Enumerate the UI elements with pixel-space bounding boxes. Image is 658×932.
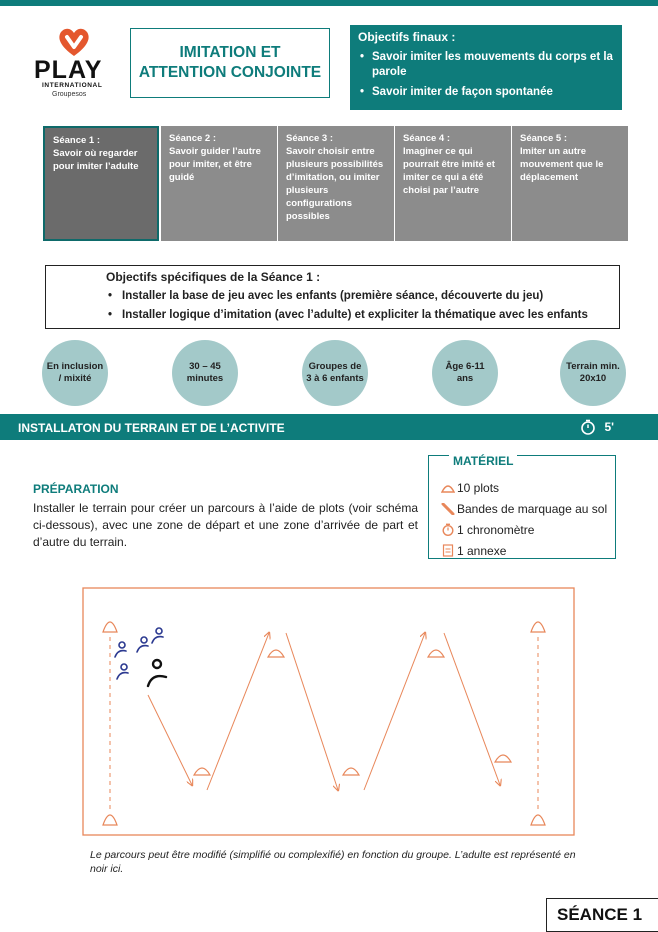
top-accent-bar <box>0 0 658 6</box>
page-title: IMITATION ET ATTENTION CONJOINTE <box>130 28 330 98</box>
material-item-text: 1 chronomètre <box>457 523 535 537</box>
stopwatch-icon <box>580 419 596 435</box>
session-label: Séance 2 : <box>169 133 216 144</box>
cone-icon <box>103 815 117 825</box>
material-item <box>441 502 607 516</box>
material-item-text: 1 annexe <box>457 544 507 558</box>
marking-tape-icon <box>441 503 455 515</box>
session-text: Savoir guider l’autre pour imiter, et être guidé <box>169 146 261 183</box>
session-label: Séance 3 : <box>286 133 333 144</box>
child-player-icon <box>115 642 126 657</box>
session-card-1 <box>43 126 159 241</box>
final-goals-box <box>350 25 622 110</box>
cone-icon <box>268 650 284 657</box>
child-player-icon <box>137 637 148 652</box>
diagram-caption: Le parcours peut être modifié (simplifié ou complexifié) en fonction du groupe. L’adulte est représenté en noir ici. <box>90 849 576 875</box>
info-circle-group-size: Groupes de 3 à 6 enfants <box>302 340 368 406</box>
info-circle-age: Âge 6-11 ans <box>432 340 498 406</box>
cone-icon <box>441 482 455 494</box>
session-card-4 <box>395 126 511 241</box>
preparation-text: Installer le terrain pour créer un parcours à l’aide de plots (voir schéma ci-dessous), avec une zone de départ et une zone d’arrivée de part et d’autre du terrain. <box>33 501 418 549</box>
material-box <box>428 455 616 559</box>
final-goal-item: • Savoir imiter les mouvements du corps et la parole <box>358 50 614 80</box>
session-label: Séance 5 : <box>520 133 567 144</box>
path-arrow <box>148 695 192 785</box>
material-title: MATÉRIEL <box>449 454 517 468</box>
session-label: Séance 1 : <box>53 135 100 146</box>
session-text: Imiter un autre mouvement que le déplacement <box>520 146 604 183</box>
cone-icon <box>531 622 545 632</box>
document-icon <box>441 544 455 557</box>
session-card-5 <box>512 126 628 241</box>
session-card-3 <box>278 126 394 241</box>
child-player-icon <box>152 628 163 643</box>
path-arrow <box>444 633 500 785</box>
play-international-logo <box>30 26 120 106</box>
session-text: Savoir où regarder pour imiter l’adulte <box>53 148 139 172</box>
material-item-text: 10 plots <box>457 481 500 495</box>
logo-wordmark: PLAY <box>34 56 103 84</box>
material-item <box>441 544 506 558</box>
cone-icon <box>531 815 545 825</box>
specific-goal-item: • Installer logique d’imitation (avec l’adulte) et expliciter la thématique avec les enfants <box>106 309 609 321</box>
cone-icon <box>103 622 117 632</box>
session-tag: SÉANCE 1 <box>546 898 658 932</box>
heart-logo-icon <box>56 26 92 58</box>
logo-subtitle: INTERNATIONAL <box>42 82 103 89</box>
final-goal-item: • Savoir imiter de façon spontanée <box>358 85 614 100</box>
info-circle-duration: 30 – 45 minutes <box>172 340 238 406</box>
cone-icon <box>343 768 359 775</box>
material-item-text: Bandes de marquage au sol <box>457 502 608 516</box>
material-item <box>441 523 534 537</box>
specific-goals-box <box>45 265 620 329</box>
cone-icon <box>194 768 210 775</box>
specific-goals-heading: Objectifs spécifiques de la Séance 1 : <box>106 270 321 284</box>
section-header <box>0 414 658 440</box>
path-arrow <box>364 633 425 790</box>
session-card-2 <box>161 126 277 241</box>
cone-icon <box>495 755 511 762</box>
specific-goal-item: • Installer la base de jeu avec les enfants (première séance, découverte du jeu) <box>106 290 609 302</box>
session-text: Imaginer ce qui pourrait être imité et imiter ce qui a été choisi par l’autre <box>403 146 495 196</box>
path-arrow <box>286 633 338 790</box>
info-circle-inclusion: En inclusion / mixité <box>42 340 108 406</box>
cone-icon <box>428 650 444 657</box>
section-duration: 5' <box>604 420 614 434</box>
adult-player-icon <box>148 660 166 686</box>
section-title: INSTALLATON DU TERRAIN ET DE L’ACTIVITE <box>18 421 285 435</box>
child-player-icon <box>117 664 128 679</box>
session-label: Séance 4 : <box>403 133 450 144</box>
info-circle-field-size: Terrain min. 20x10 <box>560 340 626 406</box>
stopwatch-icon <box>441 523 455 536</box>
field-boundary <box>83 588 574 835</box>
session-text: Savoir choisir entre plusieurs possibilités d’imitation, ou imiter plusieurs configurations possibles <box>286 146 384 222</box>
final-goals-heading: Objectifs finaux : <box>358 30 456 44</box>
path-arrow <box>207 633 269 790</box>
material-item <box>441 481 499 495</box>
preparation-heading: PRÉPARATION <box>33 482 119 496</box>
field-diagram <box>82 587 575 836</box>
logo-group: Groupesos <box>52 91 87 98</box>
